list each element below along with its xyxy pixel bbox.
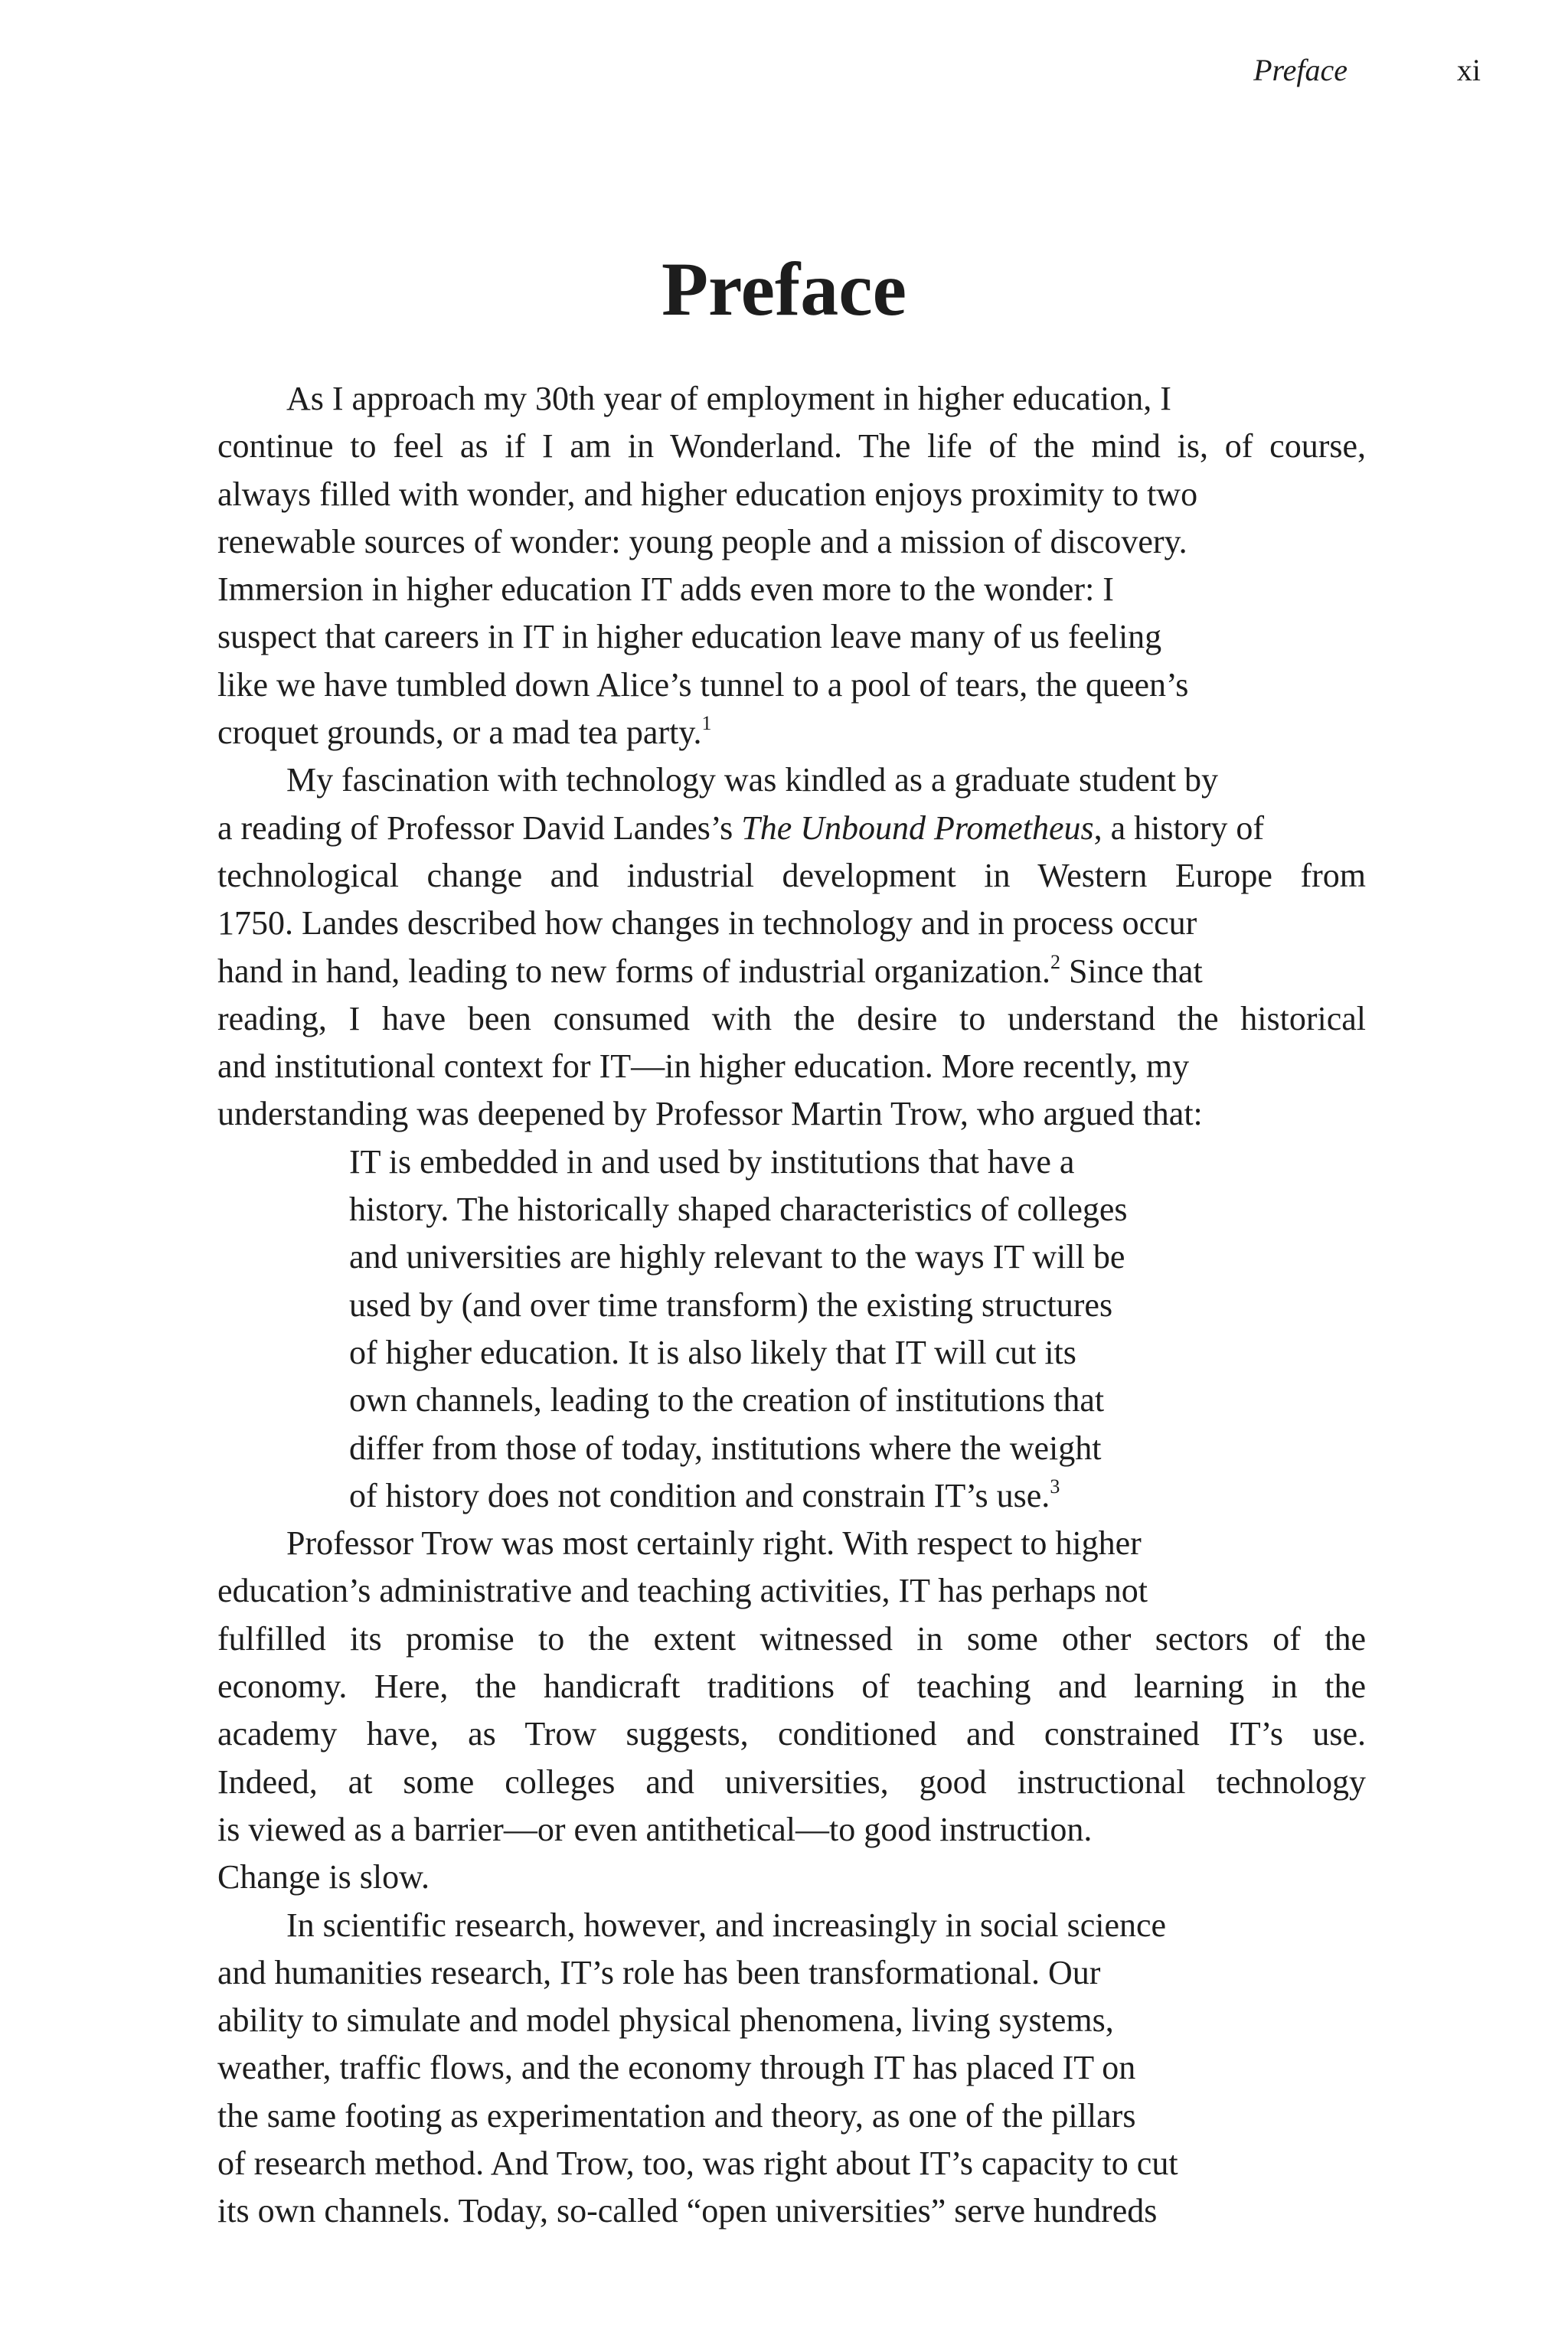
text-line: As I approach my 30th year of employment in higher education, I — [286, 380, 1171, 417]
text-line: ability to simulate and model physical phenomena, living systems, — [217, 2001, 1114, 2040]
text-line: Professor Trow was most certainly right. With respect to higher — [286, 1524, 1142, 1563]
text-fragment: , a history of — [1093, 808, 1264, 847]
text-fragment: a reading of Professor David Landes’s — [217, 808, 742, 847]
quote-line: of higher education. It is also likely that IT will cut its — [349, 1333, 1076, 1371]
quote-line: used by (and over time transform) the existing structures — [349, 1285, 1113, 1324]
text-line: its own channels. Today, so-called “open universities” serve hundreds — [217, 2192, 1158, 2230]
body-text — [217, 375, 1366, 2236]
text-line: the same footing as experimentation and theory, as one of the pillars — [217, 2096, 1136, 2135]
text-line: My fascination with technology was kindled as a graduate student by — [286, 761, 1219, 799]
block-quote — [217, 1138, 1366, 1520]
text-fragment: of history does not condition and constrain IT’s use. — [349, 1476, 1050, 1514]
text-line: of research method. And Trow, too, was right about IT’s capacity to cut — [217, 2144, 1178, 2182]
page-number: xi — [1456, 53, 1481, 87]
text-line: and humanities research, IT’s role has been transformational. Our — [217, 1953, 1101, 1991]
book-title: The Unbound Prometheus — [741, 808, 1094, 847]
text-line: fulfilled its promise to the extent witnessed in some other sectors of the — [217, 1619, 1366, 1658]
text-line: Change is slow. — [217, 1858, 430, 1896]
text-line: academy have, as Trow suggests, conditioned and constrained IT’s use. — [217, 1715, 1366, 1753]
text-fragment: croquet grounds, or a mad tea party. — [217, 714, 702, 752]
text-line: always filled with wonder, and higher education enjoys proximity to two — [217, 475, 1198, 513]
footnote-ref[interactable]: 1 — [701, 712, 712, 735]
paragraph-3 — [217, 1520, 1366, 1901]
text-line — [217, 948, 1366, 995]
quote-line: and universities are highly relevant to the ways IT will be — [349, 1238, 1125, 1276]
text-line — [217, 709, 1366, 756]
text-fragment: Since that — [1060, 952, 1203, 990]
chapter-title: Preface — [661, 247, 907, 332]
quote-line: history. The historically shaped characteristics of colleges — [349, 1191, 1128, 1229]
quote-line: IT is embedded in and used by institutions that have a — [349, 1142, 1075, 1181]
text-line: continue to feel as if I am in Wonderland. The life of the mind is, of course, — [217, 427, 1366, 466]
paragraph-2 — [217, 756, 1366, 1138]
quote-line — [217, 1472, 1366, 1520]
text-line: like we have tumbled down Alice’s tunnel to a pool of tears, the queen’s — [217, 665, 1189, 704]
quote-line: differ from those of today, institutions where the weight — [349, 1429, 1102, 1467]
text-line: 1750. Landes described how changes in technology and in process occur — [217, 904, 1197, 942]
text-line: understanding was deepened by Professor Martin Trow, who argued that: — [217, 1095, 1203, 1133]
text-line: weather, traffic flows, and the economy through IT has placed IT on — [217, 2049, 1136, 2087]
footnote-ref[interactable]: 2 — [1050, 950, 1060, 973]
text-line: Indeed, at some colleges and universities, good instructional technology — [217, 1762, 1366, 1801]
text-line: In scientific research, however, and increasingly in social science — [286, 1906, 1167, 1944]
paragraph-4 — [217, 1902, 1366, 2236]
paragraph-1 — [217, 375, 1366, 756]
text-line: economy. Here, the handicraft traditions of teaching and learning in the — [217, 1668, 1366, 1706]
text-line: technological change and industrial development in Western Europe from — [217, 856, 1366, 894]
text-line: education’s administrative and teaching activities, IT has perhaps not — [217, 1572, 1148, 1610]
quote-line: own channels, leading to the creation of institutions that — [349, 1381, 1105, 1419]
text-line: is viewed as a barrier—or even antithetical—to good instruction. — [217, 1810, 1093, 1848]
footnote-ref[interactable]: 3 — [1050, 1475, 1060, 1498]
text-line: reading, I have been consumed with the desire to understand the historical — [217, 999, 1366, 1037]
text-line: suspect that careers in IT in higher education leave many of us feeling — [217, 618, 1162, 656]
text-line: Immersion in higher education IT adds even more to the wonder: I — [217, 570, 1114, 609]
text-line: and institutional context for IT—in higher education. More recently, my — [217, 1047, 1190, 1086]
running-title: Preface — [1253, 53, 1348, 87]
text-line: renewable sources of wonder: young people and a mission of discovery. — [217, 522, 1187, 560]
running-head — [0, 47, 1568, 93]
text-line — [217, 805, 1366, 852]
text-fragment: hand in hand, leading to new forms of industrial organization. — [217, 952, 1050, 990]
